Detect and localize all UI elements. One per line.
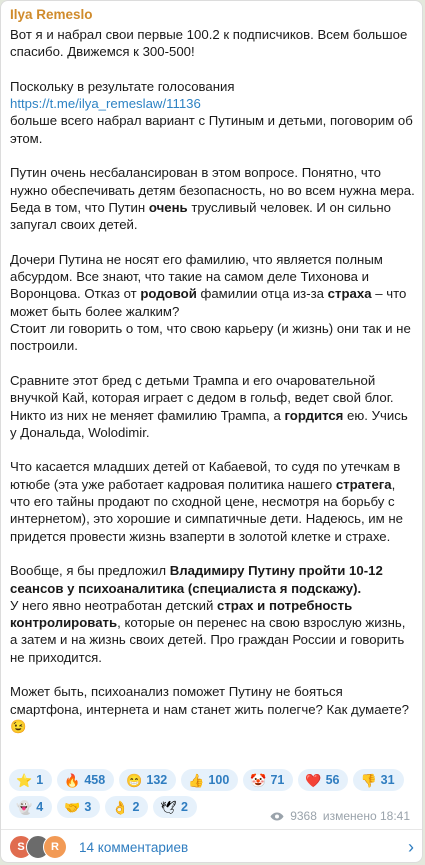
p6-bold: стратега <box>335 476 392 492</box>
message-meta <box>270 809 410 823</box>
reaction-count: 3 <box>84 800 92 814</box>
p4-bold2: страха <box>327 286 372 302</box>
p6-b: , что его тайны продают по сходной цене, несмотря на борьбу с интернетом), это хорошие и симпатичные дети. Надеюсь, им не придется провести жизнь взаперти в золотой клетке и страхе. <box>10 476 404 544</box>
thumbs-up-icon: 👍 <box>188 772 205 788</box>
chevron-right-icon[interactable]: › <box>408 836 414 857</box>
reaction-count: 100 <box>208 773 230 787</box>
reaction-count: 2 <box>180 800 188 814</box>
reaction-ok-hand[interactable] <box>105 796 148 818</box>
p5-b: ею. Учись у Дональда, Wolodimir. <box>10 407 408 440</box>
paragraph-7 <box>10 562 415 666</box>
p4-a: Дочери Путина не носят его фамилию, что является полным абсурдом. Все знают, что такие на самом деле Тихонова и Воронцова. Отказ от <box>10 251 383 302</box>
wink-emoji-icon: 😉 <box>10 718 27 734</box>
paragraph-2 <box>10 78 415 147</box>
reaction-grin[interactable] <box>119 769 176 791</box>
reaction-count: 31 <box>380 773 395 787</box>
reaction-heart[interactable] <box>298 769 348 791</box>
reaction-count: 71 <box>270 773 285 787</box>
paragraph-8 <box>10 683 415 735</box>
paragraph-3 <box>10 164 415 233</box>
dove-icon: 🕊 <box>160 799 177 815</box>
p7-a: Вообще, я бы предложил <box>10 563 170 579</box>
p3-b: трусливый человек. И он сильно запугал своих детей. <box>10 199 391 233</box>
commenter-avatars <box>9 835 73 859</box>
p7-b: У него явно неотработан детский <box>10 597 217 613</box>
post-text <box>10 26 415 752</box>
p8-text: Может быть, психоанализ поможет Путину не бояться смартфона, интернета и нам станет жить полегче? Как думаете? <box>10 684 410 717</box>
view-count: 9368 <box>290 809 317 823</box>
p2-text-a: Поскольку в результате голосования <box>10 78 235 94</box>
handshake-icon: 🤝 <box>64 799 81 815</box>
reaction-fire[interactable] <box>57 769 114 791</box>
fire-icon: 🔥 <box>64 772 81 788</box>
p3-a: Путин очень несбалансирован в этом вопросе. Понятно, что нужно обеспечивать детям безопасность, но во всем нужна мера. Беда в том, что Путин <box>10 165 415 215</box>
comments-link[interactable]: 14 комментариев <box>79 839 189 855</box>
thumbs-down-icon: 👎 <box>360 772 377 788</box>
vote-link[interactable]: https://t.me/ilya_remeslaw/11136 <box>10 96 201 112</box>
reaction-handshake[interactable] <box>57 796 100 818</box>
reaction-count: 56 <box>325 773 340 787</box>
paragraph-6 <box>10 458 415 544</box>
p6-a: Что касается младших детей от Кабаевой, то судя по утечкам в ютюбе (эта уже работает кадровая политика нашего <box>10 459 401 492</box>
reaction-clown[interactable] <box>243 769 293 791</box>
star-icon: ⭐ <box>16 772 33 788</box>
edited-timestamp: изменено 18:41 <box>322 809 410 823</box>
heart-icon: ❤️ <box>305 772 322 788</box>
paragraph-4 <box>10 251 415 355</box>
reaction-count: 1 <box>36 773 44 787</box>
comments-footer[interactable] <box>9 833 414 861</box>
reactions-row-1 <box>9 769 419 791</box>
reaction-thumbs-up[interactable] <box>181 769 238 791</box>
p7-c: , которые он перенес на свою взрослую жизнь, а затем и на жизнь своих детей. Про граждан России и говорить не приходится. <box>10 615 406 665</box>
ok-hand-icon: 👌 <box>112 799 129 815</box>
clown-icon: 🤡 <box>250 772 267 788</box>
reaction-star[interactable] <box>9 769 52 791</box>
p7-bold2: страх и потребность контролировать <box>10 597 353 631</box>
eye-icon <box>270 812 284 821</box>
paragraph-5 <box>10 372 415 441</box>
reaction-thumbs-down[interactable] <box>353 769 403 791</box>
reaction-count: 458 <box>84 773 106 787</box>
p4-b: фамилии отца из-за <box>196 286 328 302</box>
reaction-dove[interactable] <box>153 796 196 818</box>
p2-text-b: больше всего набрал вариант с Путиным и детьми, поговорим об этом. <box>10 113 413 146</box>
grin-icon: 😁 <box>126 772 143 788</box>
reaction-ghost[interactable] <box>9 796 52 818</box>
paragraph-1: Вот я и набрал свои первые 100.2 к подписчиков. Всем большое спасибо. Движемся к 300-500! <box>10 27 408 60</box>
ghost-icon: 👻 <box>16 799 33 815</box>
p7-bold1: Владимиру Путину пройти 10-12 сеансов у психоаналитика (специалиста я подскажу). <box>10 563 383 596</box>
p5-a: Сравните этот бред с детьми Трампа и его очаровательной внучкой Кай, которая играет с дедом в гольф, ведет свой блог. Никто из них не меняет фамилию Трампа, а <box>10 372 394 423</box>
reaction-count: 4 <box>36 800 44 814</box>
reaction-count: 132 <box>146 773 168 787</box>
p5-bold: гордится <box>284 407 344 423</box>
avatar: S <box>9 835 33 859</box>
p4-d: Стоит ли говорить о том, что свою карьеру (и жизнь) они так и не построили. <box>10 321 411 354</box>
p3-bold: очень <box>148 199 188 215</box>
author-name[interactable]: Ilya Remeslo <box>10 7 93 22</box>
p4-bold1: родовой <box>140 286 197 302</box>
reaction-count: 2 <box>132 800 140 814</box>
p4-c: – что может быть более жалким? <box>10 286 407 319</box>
divider <box>1 829 422 830</box>
avatar: R <box>43 835 67 859</box>
